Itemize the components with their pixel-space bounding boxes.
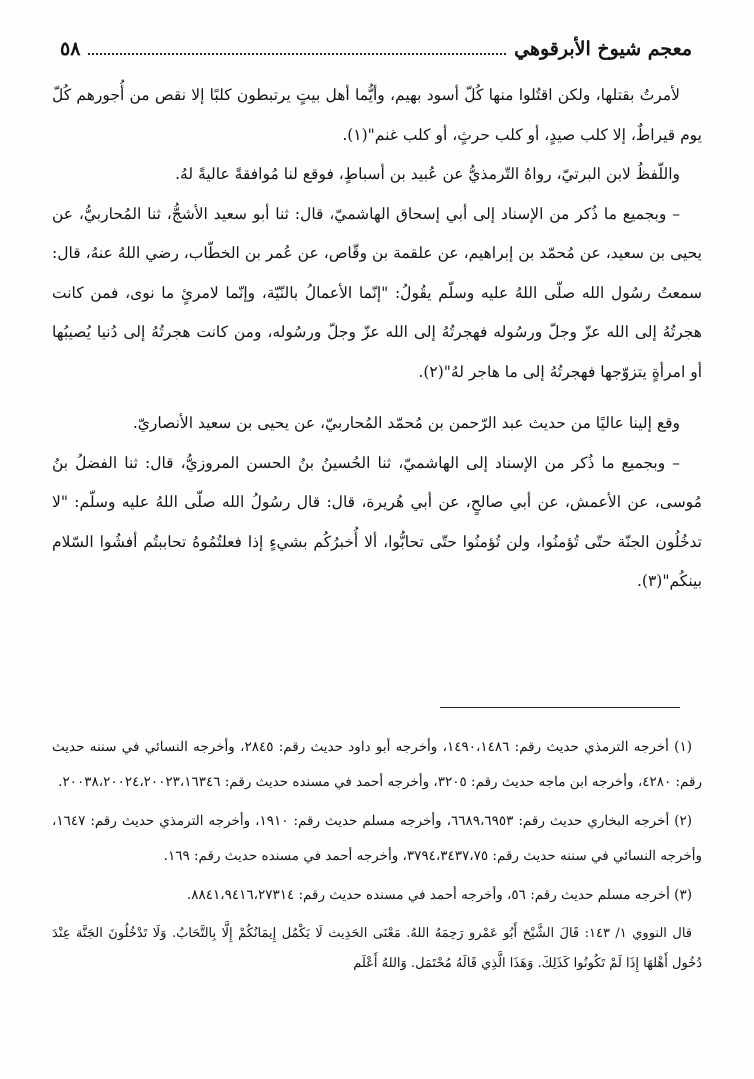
main-text: [52, 76, 702, 602]
paragraph-4: وقع إلينا عاليًا من حديث عبد الرّحمن بن مُحمّد المُحاربيّ، عن يحيى بن سعيد الأنصاريّ.: [132, 414, 680, 432]
footnote-2: (٢) أخرجه البخاري حديث رقم: ٦٦٨٩،٦٩٥٣، وأخرجه مسلم حديث رقم: ١٩١٠، وأخرجه الترمذي حديث رقم: ١٦٤٧، وأخرجه النسائي في سننه حديث رقم: ٣٧٩٤،٣٤٣٧،٧٥، وأخرجه أحمد في مسنده حديث رقم: ١٦٩.: [52, 813, 702, 864]
page-number: ٥٨: [60, 38, 81, 60]
footnote-separator: [440, 707, 680, 708]
paragraph-3: – وبجميع ما ذُكر من الإسناد إلى أبي إسحاق الهاشميّ، قال: ثنا أبو سعيد الأشجُّ، ثنا المُحاربيُّ، عن يحيى بن سعيد، عن مُحمّد بن إبراهيم، عن علقمة بن وقّاص، عن عُمر بن الخطّاب، رضي اللهُ عنهُ، قال: سمعتُ رسُول الله صلّى اللهُ عليه وسلّم يقُولُ: "إنّما الأعمالُ بالنّيّة، وإنّما لامرئٍ ما نوى، فمن كانت هجرتُهُ إلى الله عزّ وجلّ ورسُوله فهجرتُهُ إلى الله عزّ وجلّ ورسُوله، ومن كانت هجرتُهُ إلى دُنيا يُصيبُها أو امرأةٍ يتزوّجها فهجرتُهُ إلى ما هاجر لهُ"(٢).: [52, 204, 702, 381]
footnote-1: (١) أخرجه الترمذي حديث رقم: ١٤٩٠،١٤٨٦، وأخرجه أبو داود حديث رقم: ٢٨٤٥، وأخرجه النسائي في سننه حديث رقم: ٤٢٨٠، وأخرجه ابن ماجه حديث رقم: ٣٢٠٥، وأخرجه أحمد في مسنده حديث رقم: ٢٠٠٣٨،٢٠٠٢٤،٢٠٠٢٣،١٦٣٤٦.: [52, 739, 702, 790]
footnotes: [52, 730, 702, 983]
paragraph-2: واللّفظُ لابن البرتيّ، رواهُ التّرمذيُّ عن عُبيد بن أسباطٍ، فوقع لنا مُوافقةً عاليةً لهُ.: [175, 165, 680, 183]
handwritten-note: قال النووي ١/ ١٤٣: قَالَ الشَّيْخ أَبُو عَمْرو رَحِمَهُ اللهُ. مَعْنَى الحَدِيث لَا يَكْمُل إِيمَانُكُمْ إِلَّا بِالتَّحَابُ. وَلَا تَدْخُلُونَ الجَنَّة عِنْدَ دُخُول أَهْلهَا إِذَا لَمْ تَكُونُوا كَذَلِكَ. وَهَذَا الَّذِي قَالَهُ مُحْتَمَل. وَاللهُ أَعْلَم: [52, 926, 702, 971]
paragraph-1: لأمرتُ بقتلها، ولكن اقتُلوا منها كُلّ أسود بهيم، وأيُّما أهل بيتٍ يرتبطون كلبًا إلا نقص من أُجورهم كُلّ يوم قيراطٌ، إلا كلب صيدٍ، أو كلب حرثٍ، أو كلب غنم"(١).: [52, 86, 702, 144]
footnote-3: (٣) أخرجه مسلم حديث رقم: ٥٦، وأخرجه أحمد في مسنده حديث رقم: ٨٨٤١،٩٤١٦،٢٧٣١٤.: [186, 887, 692, 903]
header-dot-leader: [88, 43, 506, 55]
book-title: معجم شيوخ الأبرقوهي: [514, 38, 692, 60]
running-header: [60, 32, 692, 66]
paragraph-5: – وبجميع ما ذُكر من الإسناد إلى الهاشميّ، ثنا الحُسينُ بنُ الحسن المروزيُّ، قال: ثنا الفضلُ بنُ مُوسى، عن الأعمش، عن أبي صالحٍ، عن أبي هُريرة، قال: قال رسُولُ الله صلّى اللهُ عليه وسلّم: "لا تدخُلُون الجنّة حتّى تُؤمنُوا، ولن تُؤمنُوا حتّى تحابُّوا، ألا أُخبرُكُم بشيءٍ إذا فعلتُمُوهُ تحاببتُم أفشُوا السّلام بينكُم"(٣).: [52, 453, 702, 590]
